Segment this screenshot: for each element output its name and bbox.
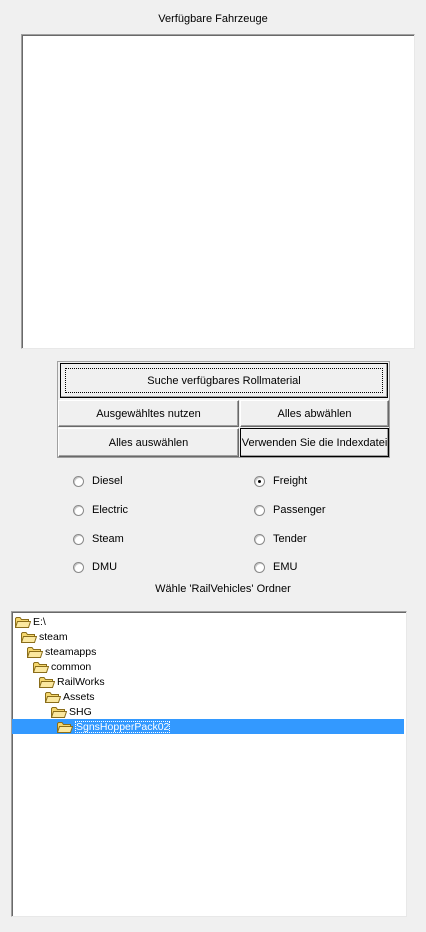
- filter-emu[interactable]: [254, 560, 297, 574]
- radio-button-icon: [254, 505, 265, 516]
- filter-freight[interactable]: [254, 474, 307, 488]
- tree-node[interactable]: [12, 659, 404, 674]
- search-rolling-stock-button[interactable]: [60, 363, 388, 398]
- use-selected-button[interactable]: [58, 400, 239, 427]
- tree-node[interactable]: [12, 689, 404, 704]
- filter-label: EMU: [273, 561, 298, 573]
- folder-open-icon: [57, 721, 73, 733]
- filter-passenger[interactable]: [254, 503, 326, 517]
- folder-open-icon: [21, 631, 37, 643]
- filter-dmu[interactable]: [73, 560, 117, 574]
- folder-open-icon: [33, 661, 49, 673]
- folder-open-icon: [15, 616, 31, 628]
- available-vehicles-label: Verfügbare Fahrzeuge: [158, 13, 268, 25]
- tree-node-label: SHG: [69, 705, 92, 718]
- deselect-all-button[interactable]: [240, 400, 389, 427]
- use-index-file-label: Verwenden Sie die Indexdatei: [241, 436, 388, 449]
- filter-label: DMU: [92, 561, 118, 573]
- radio-button-icon: [73, 476, 84, 487]
- use-index-file-button[interactable]: [240, 428, 389, 457]
- search-button-label: Suche verfügbares Rollmaterial: [147, 374, 301, 387]
- deselect-all-label: Alles abwählen: [277, 407, 352, 420]
- folder-open-icon: [39, 676, 55, 688]
- filter-label: Steam: [92, 533, 124, 545]
- filter-label: Diesel: [92, 475, 123, 487]
- filter-label: Freight: [273, 475, 308, 487]
- filter-diesel[interactable]: [73, 474, 123, 488]
- vehicles-listbox[interactable]: [21, 34, 415, 349]
- filter-steam[interactable]: [73, 532, 124, 546]
- use-selected-label: Ausgewähltes nutzen: [96, 407, 201, 420]
- tree-node-label: steam: [39, 630, 68, 643]
- folder-open-icon: [51, 706, 67, 718]
- tree-node[interactable]: [12, 704, 404, 719]
- folder-tree[interactable]: [11, 611, 407, 917]
- tree-node-label: SgnsHopperPack02: [76, 720, 170, 733]
- tree-node-label: E:\: [33, 615, 46, 628]
- tree-node-label: steamapps: [45, 645, 97, 658]
- radio-button-icon: [73, 505, 84, 516]
- radio-button-icon: [254, 562, 265, 573]
- tree-node-label: Assets: [63, 690, 95, 703]
- select-all-label: Alles auswählen: [108, 436, 189, 449]
- select-folder-label: Wähle 'RailVehicles' Ordner: [155, 583, 291, 595]
- tree-node-label: RailWorks: [57, 675, 105, 688]
- tree-node[interactable]: [12, 644, 404, 659]
- filter-electric[interactable]: [73, 503, 128, 517]
- filter-label: Passenger: [273, 504, 326, 516]
- radio-button-icon: [73, 562, 84, 573]
- select-all-button[interactable]: [58, 428, 239, 457]
- folder-open-icon: [45, 691, 61, 703]
- tree-node[interactable]: [12, 614, 404, 629]
- filter-label: Electric: [92, 504, 129, 516]
- folder-open-icon: [27, 646, 43, 658]
- filter-label: Tender: [273, 533, 307, 545]
- filter-tender[interactable]: [254, 532, 307, 546]
- tree-node[interactable]: [12, 629, 404, 644]
- radio-button-checked-icon: [254, 476, 265, 487]
- tree-node[interactable]: [12, 674, 404, 689]
- radio-button-icon: [254, 534, 265, 545]
- tree-node-label: common: [51, 660, 92, 673]
- radio-button-icon: [73, 534, 84, 545]
- tree-node[interactable]: [12, 719, 404, 734]
